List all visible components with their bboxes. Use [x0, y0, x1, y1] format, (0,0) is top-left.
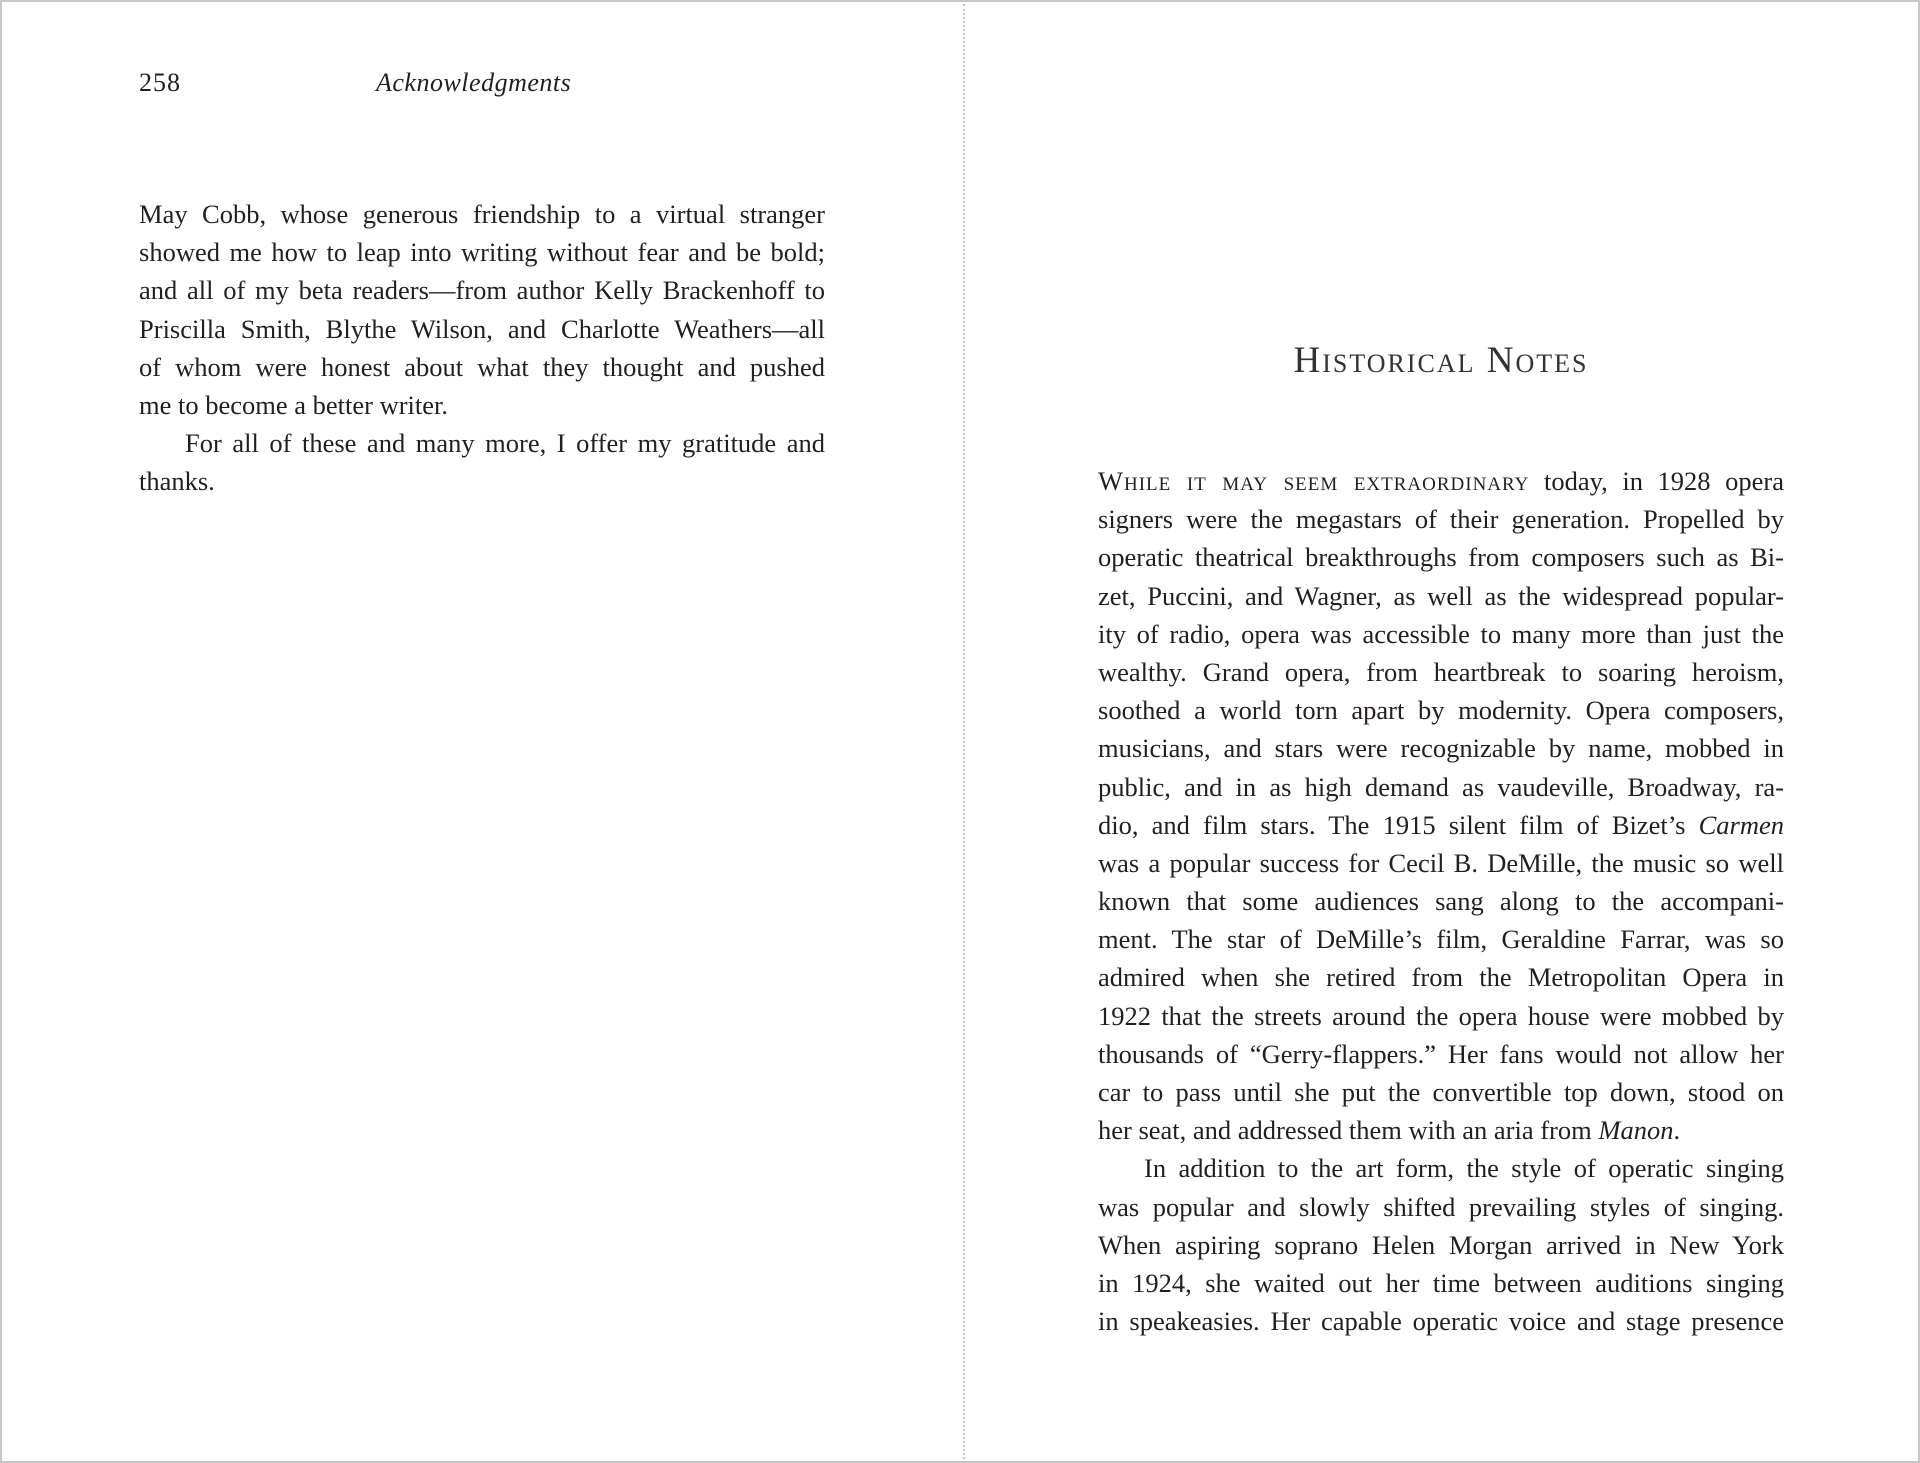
- text-line: me to become a better writer.: [139, 389, 449, 420]
- text-line: soothed a world torn apart by modernity. Opera composers,: [1098, 695, 1784, 726]
- text-line: her seat, and addressed them with an aria from Manon.: [1098, 1115, 1681, 1146]
- historical-notes-text: [1098, 462, 1784, 1340]
- text-line: in 1924, she waited out her time between auditions singing: [1098, 1267, 1784, 1298]
- text-line: was popular and slowly shifted prevailing styles of singing.: [1098, 1191, 1784, 1222]
- text-line: 1922 that the streets around the opera house were mobbed by: [1098, 1000, 1784, 1031]
- right-page: [964, 2, 1918, 1461]
- text-line: When aspiring soprano Helen Morgan arrived in New York: [1098, 1229, 1784, 1260]
- italic-title: Carmen: [1698, 809, 1784, 840]
- text-line: showed me how to leap into writing without fear and be bold;: [139, 237, 825, 268]
- page-number: 258: [139, 68, 181, 97]
- chapter-title: Historical Notes: [1293, 340, 1589, 381]
- text-line: car to pass until she put the convertible top down, stood on: [1098, 1077, 1784, 1107]
- text-line: and all of my beta readers—from author Kelly Brackenhoff to: [139, 275, 825, 306]
- text-line: ment. The star of DeMille’s film, Geraldine Farrar, was so: [1098, 924, 1784, 955]
- left-page: [2, 2, 962, 1461]
- text-line: In addition to the art form, the style of operatic singing: [1144, 1153, 1784, 1184]
- acknowledgments-text: [139, 195, 825, 501]
- lead-in: While it may seem extraordinary: [1098, 466, 1530, 496]
- text-line: While it may seem extraordinary today, in 1928 opera: [1098, 466, 1784, 496]
- italic-title: Manon: [1598, 1115, 1674, 1146]
- text-line: musicians, and stars were recognizable by name, mobbed in: [1098, 733, 1784, 764]
- text-line: May Cobb, whose generous friendship to a virtual stranger: [139, 199, 825, 229]
- text-line: For all of these and many more, I offer my gratitude and: [185, 428, 825, 459]
- text-line: of whom were honest about what they thought and pushed: [139, 351, 825, 382]
- text-line: admired when she retired from the Metropolitan Opera in: [1098, 962, 1784, 993]
- text-line: in speakeasies. Her capable operatic voice and stage presence: [1098, 1306, 1784, 1337]
- text-line: thanks.: [139, 466, 215, 497]
- text-line: operatic theatrical breakthroughs from composers such as Bi-: [1098, 542, 1784, 573]
- text-line: known that some audiences sang along to the accompani-: [1098, 886, 1784, 917]
- running-head: Acknowledgments: [376, 68, 572, 97]
- text-line: zet, Puccini, and Wagner, as well as the widespread popular-: [1098, 580, 1784, 611]
- text-line: public, and in as high demand as vaudeville, Broadway, ra-: [1098, 771, 1784, 802]
- text-line: thousands of “Gerry-flappers.” Her fans would not allow her: [1098, 1038, 1784, 1069]
- text-line: signers were the megastars of their generation. Propelled by: [1098, 504, 1784, 535]
- text-line: Priscilla Smith, Blythe Wilson, and Charlotte Weathers—all: [139, 313, 825, 344]
- text-line: ity of radio, opera was accessible to many more than just the: [1098, 618, 1784, 649]
- text-line: was a popular success for Cecil B. DeMille, the music so well: [1098, 847, 1784, 878]
- text-line: dio, and film stars. The 1915 silent film of Bizet’s Carmen: [1098, 809, 1784, 840]
- text-line: wealthy. Grand opera, from heartbreak to soaring heroism,: [1098, 656, 1784, 687]
